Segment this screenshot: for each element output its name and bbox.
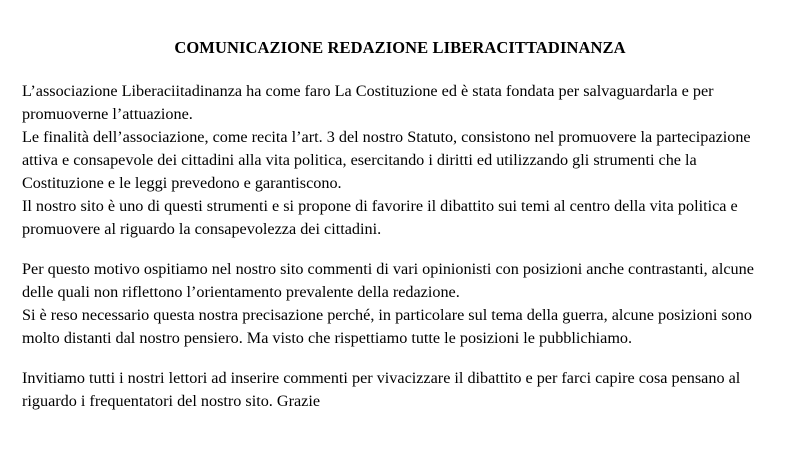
paragraph-3: Il nostro sito è uno di questi strumenti e si propone di favorire il dibattito sui temi al centro della vita politica e promuovere al riguardo la consapevolezza dei cittadini. [22,196,738,238]
paragraph-spacer-2 [22,350,778,367]
paragraph-1: L’associazione Liberaciitadinanza ha come faro La Costituzione ed è stata fondata per salvaguardarla e per promuoverne l’attuazione. [22,81,714,123]
paragraph-6: Invitiamo tutti i nostri lettori ad inserire commenti per vivacizzare il dibattito e per farci capire cosa pensano al riguardo i frequentatori del nostro sito. Grazie [22,368,741,410]
paragraph-spacer-1 [22,241,778,258]
paragraph-4: Per questo motivo ospitiamo nel nostro sito commenti di vari opinionisti con posizioni anche contrastanti, alcune delle quali non riflettono l’orientamento prevalente della redazione. [22,259,754,301]
document-body [22,80,778,413]
page-title: COMUNICAZIONE REDAZIONE LIBERACITTADINANZA [174,38,626,57]
paragraph-2: Le finalità dell’associazione, come recita l’art. 3 del nostro Statuto, consistono nel promuovere la partecipazione attiva e consapevole dei cittadini alla vita politica, esercitando i diritti ed utilizzando gli strumenti che la Costituzione e le leggi prevedono e garantiscono. [22,127,751,192]
paragraph-5: Si è reso necessario questa nostra precisazione perché, in particolare sul tema della guerra, alcune posizioni sono molto distanti dal nostro pensiero. Ma visto che rispettiamo tutte le posizioni le pubblichiamo. [22,305,752,347]
